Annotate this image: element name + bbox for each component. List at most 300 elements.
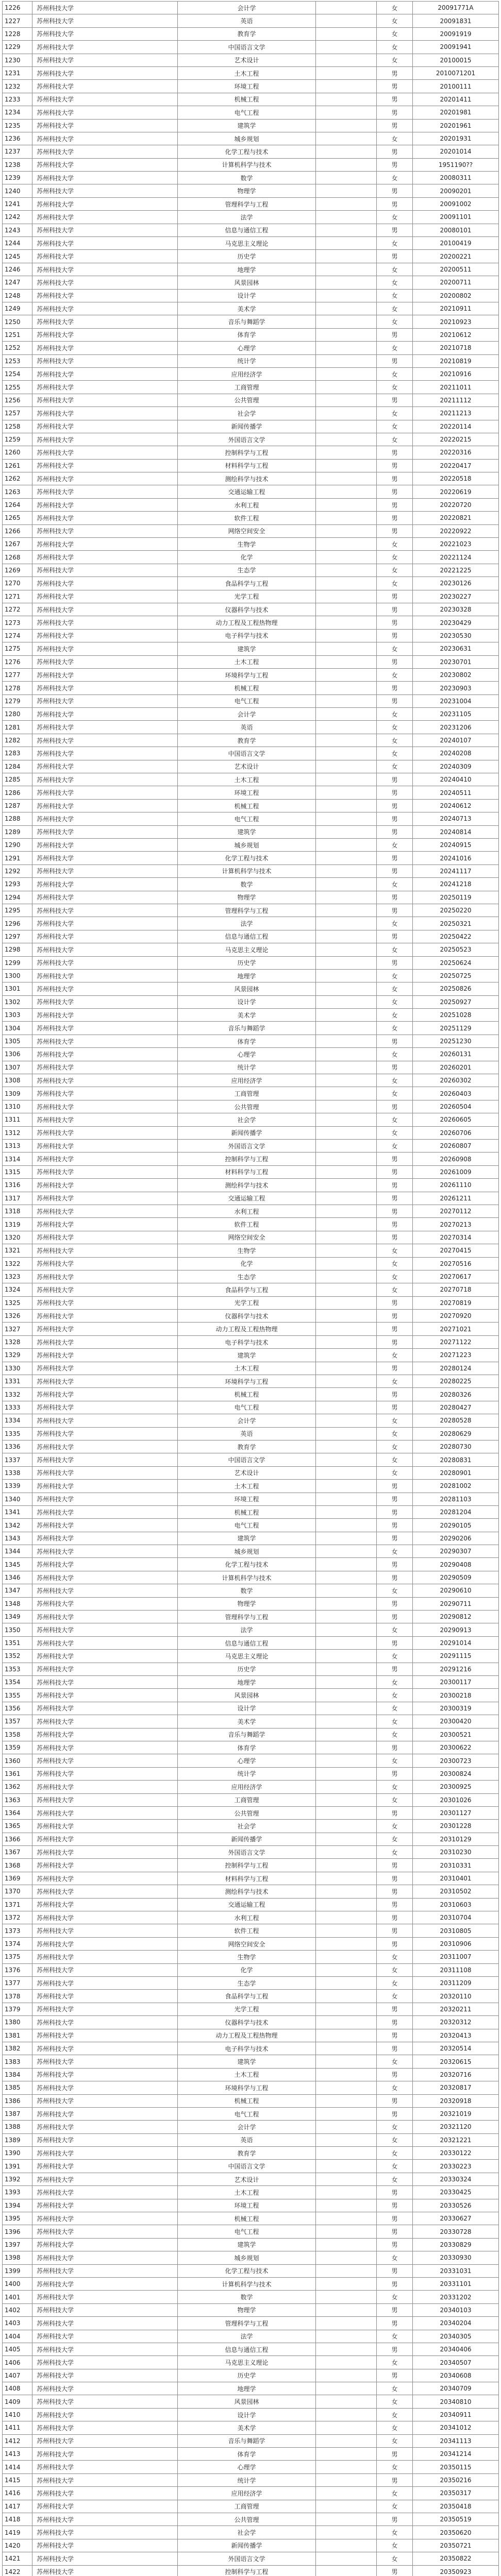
gender-cell: 男 [377,1505,413,1518]
table-row [3,1061,499,1074]
person-name-cell [316,1545,377,1558]
major-cell: 公共管理 [178,1100,316,1113]
person-name-cell [316,2408,377,2421]
person-name-cell [316,106,377,119]
row-number: 1259 [3,433,32,446]
person-name-cell [316,197,377,210]
school-cell: 苏州科技大学 [32,904,178,917]
gender-cell: 男 [377,197,413,210]
school-cell: 苏州科技大学 [32,1911,178,1924]
gender-cell: 女 [377,878,413,891]
major-cell: 马克思主义理论 [178,943,316,956]
row-number: 1292 [3,865,32,877]
code-cell: 20290307 [413,1545,499,1558]
gender-cell: 男 [377,524,413,537]
table-row [3,2277,499,2290]
major-cell: 生物学 [178,538,316,551]
person-name-cell [316,760,377,773]
major-cell: 应用经济学 [178,2487,316,2500]
person-name-cell [316,1754,377,1767]
person-name-cell [316,1388,377,1401]
major-cell: 新闻传播学 [178,420,316,433]
school-cell: 苏州科技大学 [32,825,178,838]
code-cell: 20330223 [413,2160,499,2173]
table-row [3,969,499,982]
row-number: 1307 [3,1061,32,1074]
person-name-cell [316,865,377,877]
gender-cell: 女 [377,747,413,760]
school-cell: 苏州科技大学 [32,930,178,943]
row-number: 1355 [3,1689,32,1702]
school-cell: 苏州科技大学 [32,367,178,380]
person-name-cell [316,812,377,825]
row-number: 1323 [3,1270,32,1283]
code-cell: 20341113 [413,2434,499,2447]
gender-cell: 男 [377,2513,413,2526]
code-cell: 20250119 [413,891,499,904]
person-name-cell [316,498,377,511]
code-cell: 20341012 [413,2421,499,2434]
school-cell: 苏州科技大学 [32,2539,178,2552]
gender-cell: 男 [377,498,413,511]
code-cell: 20250220 [413,904,499,917]
gender-cell: 男 [377,93,413,106]
row-number: 1287 [3,799,32,812]
code-cell: 20330829 [413,2238,499,2251]
code-cell: 20220417 [413,459,499,472]
school-cell: 苏州科技大学 [32,2382,178,2395]
row-number: 1336 [3,1440,32,1453]
code-cell: 20241016 [413,852,499,865]
major-cell: 软件工程 [178,1218,316,1231]
row-number: 1384 [3,2068,32,2081]
code-cell: 20201961 [413,119,499,132]
table-row [3,2473,499,2486]
school-cell: 苏州科技大学 [32,2,178,14]
person-name-cell [316,2343,377,2355]
code-cell: 20310805 [413,1924,499,1937]
school-cell: 苏州科技大学 [32,1205,178,1217]
code-cell: 20330930 [413,2251,499,2264]
code-cell: 20331031 [413,2264,499,2277]
gender-cell: 女 [377,1427,413,1440]
table-row [3,1074,499,1087]
code-cell: 20320615 [413,2055,499,2068]
school-cell: 苏州科技大学 [32,1375,178,1388]
code-cell: 20310331 [413,1859,499,1872]
code-cell: 20260403 [413,1087,499,1100]
gender-cell: 女 [377,1113,413,1126]
person-name-cell [316,2395,377,2408]
row-number: 1291 [3,852,32,865]
table-row [3,1963,499,1976]
gender-cell: 女 [377,1820,413,1833]
person-name-cell [316,1636,377,1649]
code-cell: 20261211 [413,1192,499,1205]
school-cell: 苏州科技大学 [32,2225,178,2238]
row-number: 1319 [3,1218,32,1231]
table-row [3,878,499,891]
code-cell: 20091919 [413,27,499,40]
major-cell: 心理学 [178,2461,316,2473]
code-cell: 20270819 [413,1296,499,1309]
school-cell: 苏州科技大学 [32,1715,178,1728]
person-name-cell [316,2552,377,2565]
row-number: 1422 [3,2565,32,2576]
person-name-cell [316,1009,377,1022]
row-number: 1302 [3,995,32,1008]
table-row [3,2016,499,2029]
table-row [3,2094,499,2107]
gender-cell: 男 [377,1636,413,1649]
gender-cell: 女 [377,2434,413,2447]
table-row [3,1558,499,1571]
code-cell: 20250523 [413,943,499,956]
table-row [3,119,499,132]
major-cell: 控制科学与工程 [178,2565,316,2576]
person-name-cell [316,564,377,577]
school-cell: 苏州科技大学 [32,1310,178,1323]
row-number: 1282 [3,734,32,747]
table-row [3,668,499,681]
row-number: 1360 [3,1754,32,1767]
code-cell: 20290105 [413,1519,499,1532]
school-cell: 苏州科技大学 [32,2055,178,2068]
major-cell: 动力工程及工程热物理 [178,1323,316,1335]
person-name-cell [316,420,377,433]
major-cell: 历史学 [178,250,316,263]
row-number: 1358 [3,1728,32,1741]
major-cell: 应用经济学 [178,1074,316,1087]
school-cell: 苏州科技大学 [32,1335,178,1348]
table-row [3,1153,499,1165]
gender-cell: 女 [377,302,413,315]
person-name-cell [316,1100,377,1113]
gender-cell: 女 [377,642,413,655]
gender-cell: 女 [377,943,413,956]
person-name-cell [316,1440,377,1453]
gender-cell: 女 [377,1702,413,1715]
code-cell: 20230903 [413,682,499,694]
major-cell: 化学 [178,1963,316,1976]
gender-cell: 女 [377,2421,413,2434]
gender-cell: 男 [377,1571,413,1584]
row-number: 1403 [3,2317,32,2330]
major-cell: 美术学 [178,1715,316,1728]
row-number: 1395 [3,2212,32,2225]
table-row [3,2343,499,2355]
school-cell: 苏州科技大学 [32,498,178,511]
table-body [3,2,499,2576]
table-row [3,2147,499,2160]
school-cell: 苏州科技大学 [32,1872,178,1885]
major-cell: 英语 [178,1427,316,1440]
table-row [3,1636,499,1649]
gender-cell: 女 [377,132,413,145]
table-row [3,367,499,380]
person-name-cell [316,2029,377,2042]
code-cell: 20310603 [413,1898,499,1911]
school-cell: 苏州科技大学 [32,2238,178,2251]
code-cell: 20350418 [413,2500,499,2513]
table-row [3,1349,499,1362]
table-row [3,106,499,119]
code-cell: 20300925 [413,1781,499,1793]
code-cell: 20350317 [413,2487,499,2500]
school-cell: 苏州科技大学 [32,1584,178,1597]
row-number: 1314 [3,1153,32,1165]
school-cell: 苏州科技大学 [32,2552,178,2565]
major-cell: 设计学 [178,289,316,302]
major-cell: 新闻传播学 [178,2539,316,2552]
person-name-cell [316,407,377,420]
person-name-cell [316,2225,377,2238]
gender-cell: 女 [377,2173,413,2185]
person-name-cell [316,132,377,145]
person-name-cell [316,603,377,616]
row-number: 1361 [3,1767,32,1780]
row-number: 1419 [3,2526,32,2539]
person-name-cell [316,2421,377,2434]
gender-cell: 男 [377,825,413,838]
gender-cell: 男 [377,1937,413,1950]
table-row [3,1427,499,1440]
code-cell: 20330526 [413,2199,499,2212]
table-row [3,1323,499,1335]
major-cell: 法学 [178,1623,316,1636]
table-row [3,616,499,629]
row-number: 1229 [3,41,32,54]
table-row [3,2,499,14]
gender-cell: 男 [377,629,413,642]
code-cell: 20200802 [413,289,499,302]
person-name-cell [316,1611,377,1623]
major-cell: 新闻传播学 [178,1126,316,1139]
gender-cell: 男 [377,1362,413,1375]
gender-cell: 男 [377,158,413,171]
row-number: 1329 [3,1349,32,1362]
gender-cell: 女 [377,577,413,590]
table-row [3,1205,499,1217]
gender-cell: 男 [377,2003,413,2015]
major-cell: 环境科学与工程 [178,668,316,681]
person-name-cell [316,1558,377,1571]
major-cell: 土木工程 [178,1362,316,1375]
school-cell: 苏州科技大学 [32,1545,178,1558]
table-row [3,158,499,171]
person-name-cell [316,485,377,498]
code-cell: 20311007 [413,1951,499,1963]
school-cell: 苏州科技大学 [32,2343,178,2355]
major-cell: 交通运输工程 [178,1192,316,1205]
major-cell: 设计学 [178,995,316,1008]
row-number: 1321 [3,1244,32,1257]
row-number: 1396 [3,2225,32,2238]
row-number: 1285 [3,773,32,786]
person-name-cell [316,1453,377,1466]
school-cell: 苏州科技大学 [32,2094,178,2107]
major-cell: 信息与通信工程 [178,2343,316,2355]
person-name-cell [316,1257,377,1270]
code-cell: 20211112 [413,394,499,406]
gender-cell: 男 [377,145,413,158]
table-row [3,27,499,40]
school-cell: 苏州科技大学 [32,2068,178,2081]
table-row [3,2238,499,2251]
row-number: 1420 [3,2539,32,2552]
table-row [3,1100,499,1113]
table-row [3,1532,499,1545]
table-row [3,564,499,577]
major-cell: 风景园林 [178,982,316,995]
school-cell: 苏州科技大学 [32,2487,178,2500]
gender-cell: 女 [377,1048,413,1061]
school-cell: 苏州科技大学 [32,956,178,969]
table-row [3,2330,499,2343]
code-cell: 20340204 [413,2317,499,2330]
gender-cell: 女 [377,433,413,446]
gender-cell: 女 [377,1283,413,1296]
person-name-cell [316,172,377,184]
school-cell: 苏州科技大学 [32,1061,178,1074]
major-cell: 信息与通信工程 [178,224,316,236]
table-row [3,839,499,852]
code-cell: 20230802 [413,668,499,681]
major-cell: 音乐与舞蹈学 [178,1728,316,1741]
row-number: 1253 [3,354,32,367]
gender-cell: 女 [377,289,413,302]
table-row [3,655,499,668]
school-cell: 苏州科技大学 [32,682,178,694]
major-cell: 电气工程 [178,812,316,825]
gender-cell: 女 [377,41,413,54]
person-name-cell [316,891,377,904]
major-cell: 法学 [178,917,316,930]
school-cell: 苏州科技大学 [32,1283,178,1296]
row-number: 1348 [3,1597,32,1610]
row-number: 1325 [3,1296,32,1309]
school-cell: 苏州科技大学 [32,2395,178,2408]
code-cell: 20201014 [413,145,499,158]
code-cell: 20210819 [413,354,499,367]
code-cell: 20300117 [413,1676,499,1689]
gender-cell: 女 [377,1375,413,1388]
row-number: 1412 [3,2434,32,2447]
table-row [3,145,499,158]
row-number: 1370 [3,1885,32,1898]
major-cell: 马克思主义理论 [178,1650,316,1663]
school-cell: 苏州科技大学 [32,106,178,119]
table-row [3,1676,499,1689]
person-name-cell [316,2434,377,2447]
school-cell: 苏州科技大学 [32,485,178,498]
table-row [3,2487,499,2500]
school-cell: 苏州科技大学 [32,66,178,79]
person-name-cell [316,66,377,79]
school-cell: 苏州科技大学 [32,1636,178,1649]
gender-cell: 男 [377,655,413,668]
school-cell: 苏州科技大学 [32,1924,178,1937]
row-number: 1322 [3,1257,32,1270]
major-cell: 机械工程 [178,682,316,694]
row-number: 1254 [3,367,32,380]
major-cell: 统计学 [178,1767,316,1780]
school-cell: 苏州科技大学 [32,342,178,354]
school-cell: 苏州科技大学 [32,1244,178,1257]
person-name-cell [316,54,377,66]
major-cell: 管理科学与工程 [178,904,316,917]
school-cell: 苏州科技大学 [32,1676,178,1689]
school-cell: 苏州科技大学 [32,2448,178,2461]
code-cell: 20301228 [413,1820,499,1833]
row-number: 1411 [3,2421,32,2434]
row-number: 1383 [3,2055,32,2068]
table-row [3,1480,499,1493]
major-cell: 数学 [178,2291,316,2303]
person-name-cell [316,2291,377,2303]
code-cell: 20270314 [413,1231,499,1244]
person-name-cell [316,1362,377,1375]
code-cell: 20281103 [413,1493,499,1505]
person-name-cell [316,1781,377,1793]
school-cell: 苏州科技大学 [32,982,178,995]
school-cell: 苏州科技大学 [32,1663,178,1675]
table-row [3,1872,499,1885]
school-cell: 苏州科技大学 [32,407,178,420]
school-cell: 苏州科技大学 [32,472,178,485]
row-number: 1413 [3,2448,32,2461]
gender-cell: 男 [377,2107,413,2120]
table-row [3,721,499,734]
school-cell: 苏州科技大学 [32,865,178,877]
gender-cell: 男 [377,616,413,629]
major-cell: 体育学 [178,328,316,341]
major-cell: 历史学 [178,956,316,969]
school-cell: 苏州科技大学 [32,2317,178,2330]
code-cell: 20280901 [413,1466,499,1479]
table-row [3,995,499,1008]
school-cell: 苏州科技大学 [32,2029,178,2042]
row-number: 1374 [3,1937,32,1950]
school-cell: 苏州科技大学 [32,1571,178,1584]
major-cell: 环境科学与工程 [178,1375,316,1388]
gender-cell: 女 [377,14,413,27]
gender-cell: 女 [377,1728,413,1741]
person-name-cell [316,734,377,747]
row-number: 1359 [3,1741,32,1754]
table-row [3,694,499,707]
person-name-cell [316,394,377,406]
code-cell: 20300319 [413,1702,499,1715]
row-number: 1239 [3,172,32,184]
gender-cell: 女 [377,1349,413,1362]
school-cell: 苏州科技大学 [32,1976,178,1989]
table-row [3,891,499,904]
school-cell: 苏州科技大学 [32,1689,178,1702]
person-name-cell [316,747,377,760]
major-cell: 心理学 [178,1754,316,1767]
row-number: 1249 [3,302,32,315]
major-cell: 教育学 [178,1440,316,1453]
gender-cell: 女 [377,969,413,982]
code-cell: 20340608 [413,2369,499,2382]
major-cell: 应用经济学 [178,1781,316,1793]
person-name-cell [316,2303,377,2316]
major-cell: 设计学 [178,2408,316,2421]
person-name-cell [316,982,377,995]
gender-cell: 女 [377,263,413,276]
person-name-cell [316,1872,377,1885]
